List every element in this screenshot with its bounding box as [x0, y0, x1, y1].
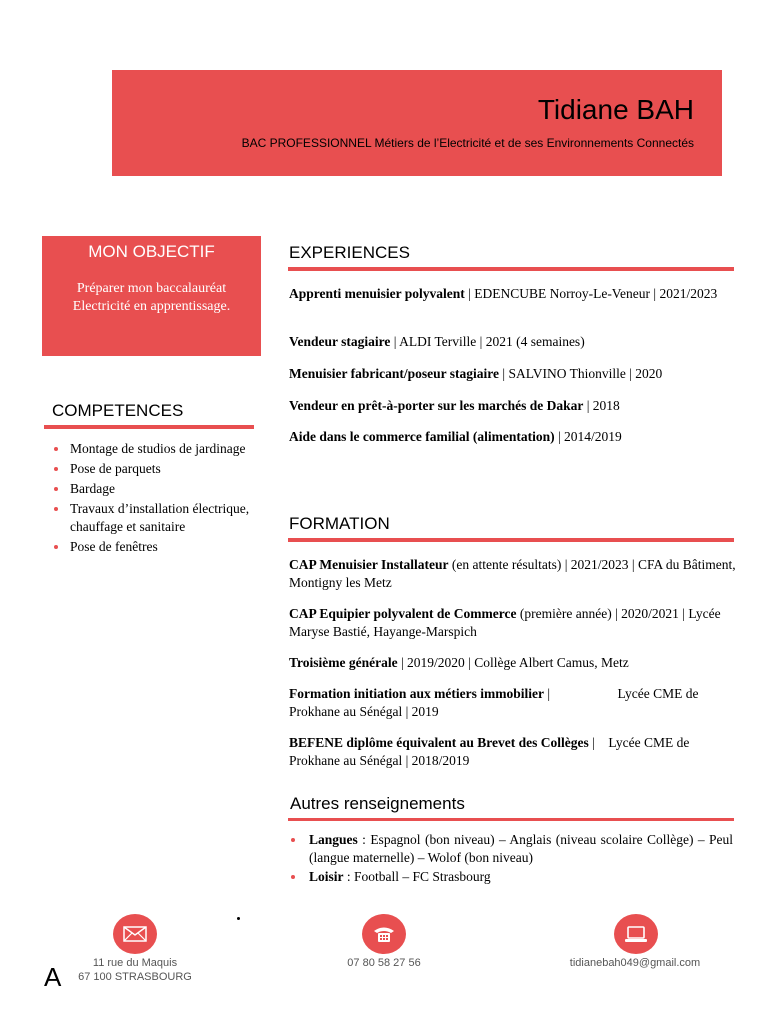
- formation-divider: [288, 538, 734, 542]
- formation-details: (en attente résultats) | 2021/2023 | CFA du Bâtiment, Montigny les Metz: [289, 557, 736, 590]
- formation-details: (première année) | 2020/2021 | Lycée Maryse Bastié, Hayange-Marspich: [289, 606, 721, 639]
- formation-title: FORMATION: [289, 514, 390, 533]
- bullet-icon: [54, 507, 58, 511]
- formation-entry: [289, 654, 737, 672]
- address-line2: 67 100 STRASBOURG: [78, 971, 192, 983]
- formation-entry: [289, 685, 737, 720]
- formation-diploma: CAP Menuisier Installateur: [289, 557, 449, 572]
- bullet-icon: [54, 447, 58, 451]
- formation-details: | 2019/2020 | Collège Albert Camus, Metz: [397, 655, 629, 670]
- autres-text: : Espagnol (bon niveau) – Anglais (niveau scolaire Collège) – Peul (langue maternelle) – Wolof (bon niveau): [309, 832, 733, 865]
- formation-entry: [289, 556, 737, 591]
- experience-entry: [289, 428, 737, 446]
- corner-letter: A: [44, 962, 62, 992]
- competences-title: COMPETENCES: [52, 401, 184, 420]
- autres-label: Langues: [309, 832, 358, 847]
- bullet-icon: [291, 875, 295, 879]
- list-item: [52, 500, 257, 535]
- envelope-icon: [113, 914, 157, 954]
- formation-diploma: CAP Equipier polyvalent de Commerce: [289, 606, 517, 621]
- objective-box: [42, 236, 261, 356]
- competence-text: Pose de parquets: [70, 461, 161, 476]
- formation-entry: [289, 605, 737, 640]
- competences-divider: [44, 425, 254, 429]
- candidate-subtitle: BAC PROFESSIONNEL Métiers de l’Electricité et de ses Environnements Connectés: [241, 136, 694, 150]
- competence-text: Montage de studios de jardinage: [70, 441, 246, 456]
- list-item: [289, 831, 733, 866]
- experience-entry: [289, 333, 737, 351]
- list-item: [52, 480, 257, 498]
- experiences-divider: [288, 267, 734, 271]
- list-item: [289, 868, 733, 886]
- autres-divider: [288, 818, 734, 821]
- experience-entry: [289, 365, 737, 383]
- formation-diploma: BEFENE diplôme équivalent au Brevet des Collèges: [289, 735, 589, 750]
- autres-label: Loisir: [309, 869, 344, 884]
- list-item: [52, 460, 257, 478]
- autres-text: : Football – FC Strasbourg: [343, 869, 491, 884]
- phone-number: 07 80 58 27 56: [347, 957, 421, 969]
- email-address: tidianebah049@gmail.com: [569, 957, 701, 969]
- laptop-icon: [614, 914, 658, 954]
- competences-list: [52, 440, 257, 558]
- autres-title: Autres renseignements: [290, 794, 465, 813]
- formation-diploma: Troisième générale: [289, 655, 398, 670]
- objective-text: Préparer mon baccalauréat Electricité en apprentissage.: [72, 281, 231, 314]
- competence-text: Travaux d’installation électrique, chauffage et sanitaire: [70, 501, 250, 534]
- experiences-title: EXPERIENCES: [289, 243, 410, 262]
- candidate-name: Tidiane BAH: [537, 94, 694, 125]
- competence-text: Pose de fenêtres: [70, 538, 158, 554]
- bullet-icon: [54, 467, 58, 471]
- list-item: [52, 440, 257, 458]
- address-block: [70, 956, 200, 984]
- experience-role: Aide dans le commerce familial (alimentation): [289, 429, 555, 444]
- experience-details: | EDENCUBE Norroy-Le-Veneur | 2021/2023: [464, 286, 718, 301]
- bullet-icon: [54, 487, 58, 491]
- experience-role: Vendeur en prêt-à-porter sur les marchés de Dakar: [289, 398, 584, 413]
- formation-entry: [289, 734, 737, 769]
- stray-dot: [237, 917, 240, 920]
- header-banner: [112, 70, 722, 176]
- formation-diploma: Formation initiation aux métiers immobilier: [289, 686, 544, 701]
- experience-role: Vendeur stagiaire: [289, 334, 391, 349]
- experience-details: | 2018: [583, 398, 620, 413]
- objective-title: MON OBJECTIF: [88, 242, 215, 261]
- bullet-icon: [291, 838, 295, 842]
- address-line1: 11 rue du Maquis: [92, 957, 178, 969]
- autres-list: [289, 831, 733, 888]
- bullet-icon: [54, 545, 58, 549]
- experience-entry: [289, 285, 737, 303]
- experience-details: | 2014/2019: [554, 429, 622, 444]
- list-item: [52, 538, 257, 556]
- experience-role: Menuisier fabricant/poseur stagiaire: [289, 366, 499, 381]
- experience-role: Apprenti menuisier polyvalent: [289, 286, 465, 301]
- formation-details: | Lycée CME de Prokhane au Sénégal | 2018/2019: [289, 735, 693, 768]
- formation-details: | Lycée CME de Prokhane au Sénégal | 2019: [289, 686, 702, 719]
- experience-details: | SALVINO Thionville | 2020: [499, 366, 663, 381]
- experience-entry: [289, 397, 737, 415]
- competence-text: Bardage: [70, 481, 115, 496]
- experience-details: | ALDI Terville | 2021 (4 semaines): [390, 334, 585, 349]
- telephone-icon: [362, 914, 406, 954]
